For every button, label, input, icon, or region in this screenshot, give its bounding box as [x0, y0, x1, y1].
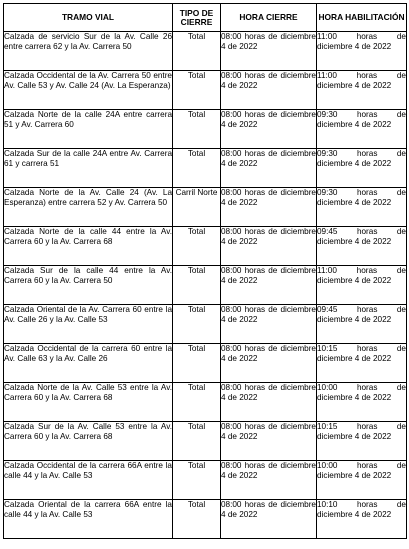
cell-tipo-cierre: Total: [173, 461, 221, 500]
cell-tipo-cierre: Carril Norte: [173, 188, 221, 227]
cell-hora-habilitacion: 11:00 horas de diciembre 4 de 2022: [317, 266, 407, 305]
cell-hora-habilitacion: 10:15 horas de diciembre 4 de 2022: [317, 422, 407, 461]
cell-tipo-cierre: Total: [173, 227, 221, 266]
cell-tramo-vial: Calzada Sur de la calle 24A entre Av. Carrera 61 y carrera 51: [4, 149, 173, 188]
cell-hora-habilitacion: 10:00 horas de diciembre 4 de 2022: [317, 383, 407, 422]
table-body: [4, 32, 407, 539]
cell-tipo-cierre: Total: [173, 305, 221, 344]
cell-hora-cierre: 08:00 horas de diciembre 4 de 2022: [221, 422, 317, 461]
header-tipo-cierre: TIPO DE CIERRE: [173, 4, 221, 32]
table-row: [4, 422, 407, 461]
cell-tipo-cierre: Total: [173, 422, 221, 461]
table-row: [4, 227, 407, 266]
cell-hora-cierre: 08:00 horas de diciembre 4 de 2022: [221, 227, 317, 266]
table-row: [4, 188, 407, 227]
cell-tipo-cierre: Total: [173, 110, 221, 149]
table-row: [4, 461, 407, 500]
cell-tramo-vial: Calzada Sur de la Av. Calle 53 entre la Av. Carrera 60 y la Av. Carrera 68: [4, 422, 173, 461]
cell-tramo-vial: Calzada Oriental de la carrera 66A entre la calle 44 y la Av. Calle 53: [4, 500, 173, 539]
cell-hora-habilitacion: 10:15 horas de diciembre 4 de 2022: [317, 344, 407, 383]
cell-hora-cierre: 08:00 horas de diciembre 4 de 2022: [221, 344, 317, 383]
table-row: [4, 305, 407, 344]
table-row: [4, 110, 407, 149]
cell-tramo-vial: Calzada Norte de la Av. Calle 24 (Av. La Esperanza) entre carrera 52 y Av. Carrera 50: [4, 188, 173, 227]
table-row: [4, 500, 407, 539]
table-row: [4, 266, 407, 305]
cell-tramo-vial: Calzada Occidental de la Av. Carrera 50 entre Av. Calle 53 y Av. Calle 24 (Av. La Esperanza): [4, 71, 173, 110]
cell-hora-habilitacion: 11:00 horas de diciembre 4 de 2022: [317, 71, 407, 110]
table-row: [4, 383, 407, 422]
cell-tramo-vial: Calzada Norte de la Av. Calle 53 entre la Av. Carrera 60 y la Av. Carrera 68: [4, 383, 173, 422]
table-row: [4, 344, 407, 383]
cell-tipo-cierre: Total: [173, 71, 221, 110]
cell-hora-cierre: 08:00 horas de diciembre 4 de 2022: [221, 71, 317, 110]
cell-hora-cierre: 08:00 horas de diciembre 4 de 2022: [221, 32, 317, 71]
cell-hora-habilitacion: 09:30 horas de diciembre 4 de 2022: [317, 149, 407, 188]
header-tramo-vial: TRAMO VIAL: [4, 4, 173, 32]
cell-hora-habilitacion: 11:00 horas de diciembre 4 de 2022: [317, 32, 407, 71]
header-row: [4, 4, 407, 32]
table-header: [4, 4, 407, 32]
cell-hora-cierre: 08:00 horas de diciembre 4 de 2022: [221, 149, 317, 188]
cell-hora-cierre: 08:00 horas de diciembre 4 de 2022: [221, 305, 317, 344]
cell-tramo-vial: Calzada Occidental de la carrera 66A entre la calle 44 y la Av. Calle 53: [4, 461, 173, 500]
table-row: [4, 71, 407, 110]
cell-tipo-cierre: Total: [173, 500, 221, 539]
cell-hora-habilitacion: 09:30 horas de diciembre 4 de 2022: [317, 188, 407, 227]
cell-hora-habilitacion: 10:10 horas de diciembre 4 de 2022: [317, 500, 407, 539]
cell-tipo-cierre: Total: [173, 32, 221, 71]
cell-tramo-vial: Calzada Oriental de la Av. Carrera 60 entre la Av. Calle 26 y la Av. Calle 53: [4, 305, 173, 344]
table-row: [4, 32, 407, 71]
cell-hora-habilitacion: 10:00 horas de diciembre 4 de 2022: [317, 461, 407, 500]
cell-tipo-cierre: Total: [173, 383, 221, 422]
cell-hora-cierre: 08:00 horas de diciembre 4 de 2022: [221, 383, 317, 422]
cell-tipo-cierre: Total: [173, 149, 221, 188]
road-closures-table: [3, 3, 407, 539]
cell-hora-cierre: 08:00 horas de diciembre 4 de 2022: [221, 110, 317, 149]
cell-hora-cierre: 08:00 horas de diciembre 4 de 2022: [221, 461, 317, 500]
cell-hora-cierre: 08:00 horas de diciembre 4 de 2022: [221, 188, 317, 227]
header-hora-cierre: HORA CIERRE: [221, 4, 317, 32]
cell-tramo-vial: Calzada de servicio Sur de la Av. Calle 26 entre carrera 62 y la Av. Carrera 50: [4, 32, 173, 71]
cell-tipo-cierre: Total: [173, 266, 221, 305]
cell-tramo-vial: Calzada Occidental de la carrera 60 entre la Av. Calle 63 y la Av. Calle 26: [4, 344, 173, 383]
cell-tramo-vial: Calzada Norte de la calle 24A entre carrera 51 y Av. Carrera 60: [4, 110, 173, 149]
cell-hora-cierre: 08:00 horas de diciembre 4 de 2022: [221, 500, 317, 539]
cell-tipo-cierre: Total: [173, 344, 221, 383]
cell-hora-cierre: 08:00 horas de diciembre 4 de 2022: [221, 266, 317, 305]
header-hora-habilitacion: HORA HABILITACIÓN: [317, 4, 407, 32]
cell-hora-habilitacion: 09:30 horas de diciembre 4 de 2022: [317, 110, 407, 149]
table-row: [4, 149, 407, 188]
cell-hora-habilitacion: 09:45 horas de diciembre 4 de 2022: [317, 227, 407, 266]
cell-hora-habilitacion: 09:45 horas de diciembre 4 de 2022: [317, 305, 407, 344]
cell-tramo-vial: Calzada Sur de la calle 44 entre la Av. Carrera 60 y la Av. Carrera 50: [4, 266, 173, 305]
cell-tramo-vial: Calzada Norte de la calle 44 entre la Av. Carrera 60 y la Av. Carrera 68: [4, 227, 173, 266]
